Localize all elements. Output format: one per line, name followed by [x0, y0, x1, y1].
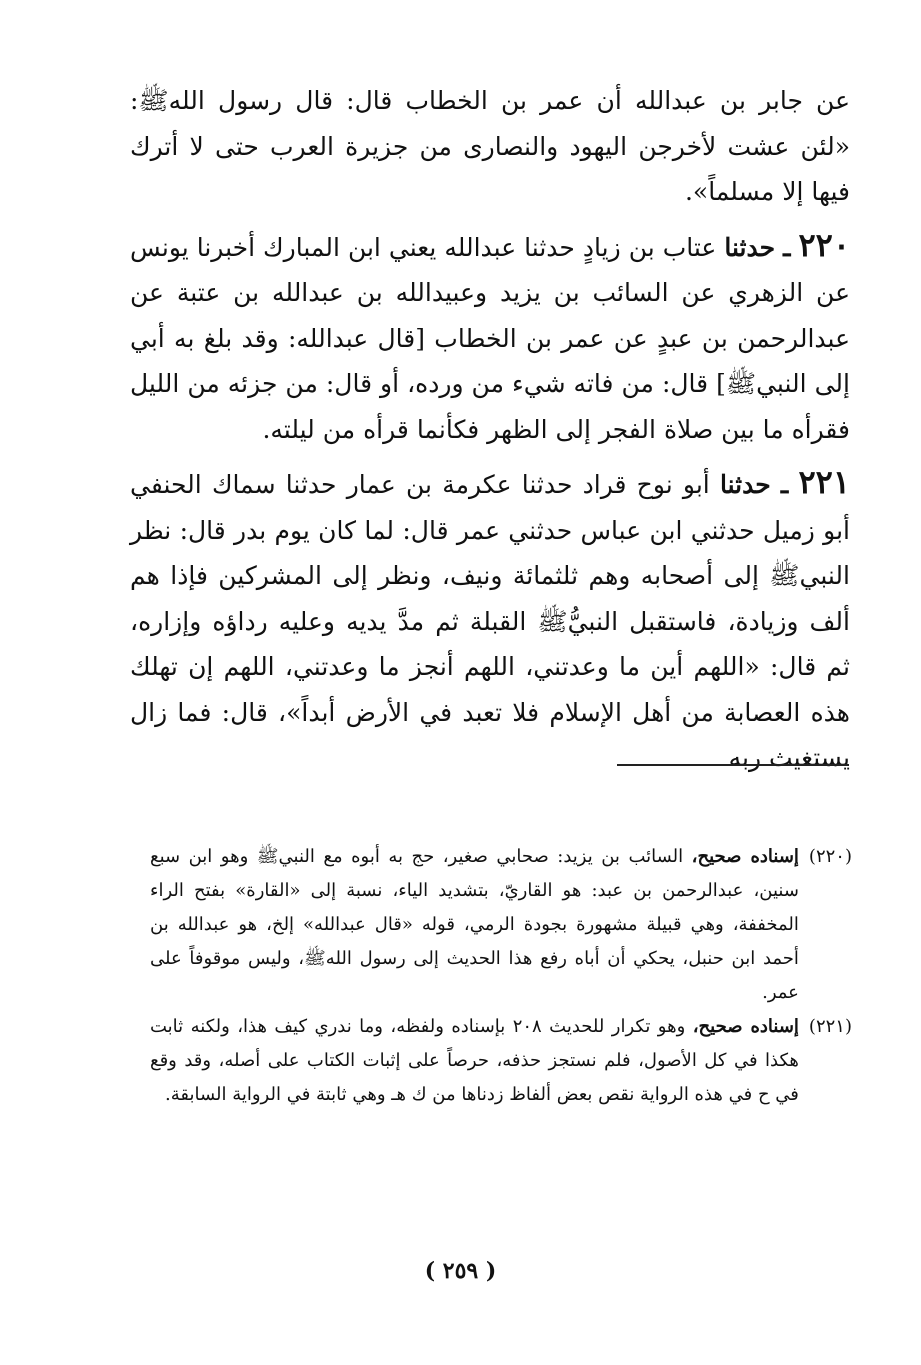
- hadith-lead-word: حدثنا: [719, 470, 771, 499]
- hadith-221: [130, 460, 850, 781]
- hadith-dash: ـ: [780, 470, 789, 499]
- footnote-221: [150, 1010, 852, 1112]
- footnote-number: (٢٢٠): [808, 846, 852, 867]
- page-number: ( ٢٥٩ ): [424, 1258, 497, 1284]
- hadith-number: ٢٢١: [798, 463, 851, 501]
- footnote-body: [150, 840, 799, 1010]
- footnote-lead: إسناده صحيح،: [692, 1016, 799, 1037]
- hadith-number: ٢٢٠: [798, 225, 850, 264]
- hadith-text: عتاب بن زيادٍ حدثنا عبدالله يعني ابن المبارك أخبرنا يونس عن الزهري عن السائب بن يزيد وعبيدالله بن عبدالله بن عتبة عن عبدالرحمن بن عبدٍ عن عمر بن الخطاب [قال عبدالله: وقد بلغ به أبي إلى النبيﷺ] قال: من فاته شيء من ورده، أو قال: من جزئه من الليل فقرأه ما بين صلاة الفجر إلى الظهر فكأنما قرأه من ليلته.: [130, 232, 850, 444]
- hadith-text: أبو نوح قراد حدثنا عكرمة بن عمار حدثنا سماك الحنفي أبو زميل حدثني ابن عباس حدثني عمر قال: لما كان يوم بدر قال: نظر النبيﷺ إلى أصحابه وهم ثلثمائة ونيف، ونظر إلى المشركين فإذا هم ألف وزيادة، فاستقبل النبيُّﷺ القبلة ثم مدَّ يديه وعليه رداؤه وإزاره، ثم قال: «اللهم أين ما وعدتني، اللهم أنجز ما وعدتني، اللهم إن تهلك هذه العصابة من أهل الإسلام فلا تعبد في الأرض أبداً»، قال: فما زال يستغيث ربه: [130, 470, 850, 772]
- footnote-text: وهو تكرار للحديث ٢٠٨ بإسناده ولفظه، وما ندري كيف هذا، ولكنه ثابت هكذا في كل الأصول، فلم نستجز حذفه، حرصاً على إثبات الكتاب على أصله، وقد وقع في ح في هذه الرواية نقص بعض ألفاظ زدناها من ك هـ وهي ثابتة في الرواية السابقة.: [150, 1016, 799, 1105]
- footnote-lead: إسناده صحيح،: [691, 846, 799, 867]
- hadith-dash: ـ: [783, 232, 791, 262]
- footnote-number: (٢٢١): [808, 1016, 852, 1037]
- footnote-divider: [617, 764, 849, 766]
- hadith-lead-word: حدثنا: [724, 232, 776, 262]
- main-text: [130, 78, 850, 781]
- paragraph-continuation: عن جابر بن عبدالله أن عمر بن الخطاب قال: قال رسول اللهﷺ: «لئن عشت لأخرجن اليهود والنصارى من جزيرة العرب حتى لا أترك فيها إلا مسلماً».: [130, 86, 850, 206]
- footnotes: [150, 840, 852, 1112]
- footnote-body: [150, 1010, 799, 1112]
- footnote-220: [150, 840, 852, 1010]
- footnote-text: السائب بن يزيد: صحابي صغير، حج به أبوه مع النبيﷺ وهو ابن سبع سنين، عبدالرحمن بن عبد: هو القاريّ، بتشديد الياء، نسبة إلى «القارة» بفتح الراء المخففة، وهي قبيلة مشهورة بجودة الرمي، قوله «قال عبدالله» إلخ، هو عبدالله بن أحمد ابن حنبل، يحكي أن أباه رفع هذا الحديث إلى رسول اللهﷺ، وليس موقوفاً على عمر.: [150, 846, 799, 1003]
- hadith-220: [130, 223, 850, 453]
